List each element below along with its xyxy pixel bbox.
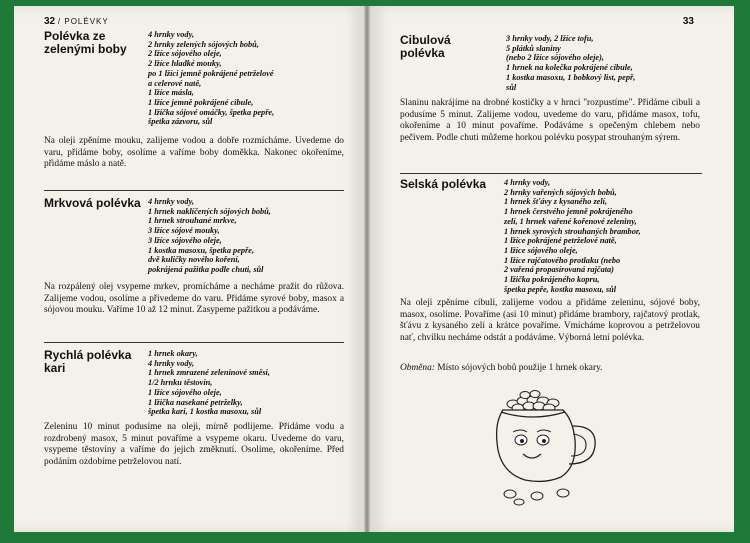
ingredient-list [504, 178, 641, 294]
left-page-header [44, 16, 109, 27]
ingredient: 2 lžíce sójového oleje, [148, 49, 222, 59]
recipe-instructions: Slaninu nakrájíme na drobné kostičky a v hrnci "rozpustíme". Přidáme cibuli a podusíme 5 minut. Zalijeme vodou, uvedeme do varu, přidáme masox, tofu, okořeníme a 10 minut povaříme. Podáváme s opečeným chlebem nebo pečivem. Podle chuti můžeme horkou polévku posypat strouhaným sýrem. [400, 98, 700, 143]
ingredient: zelí, 1 hrnek vařené kořenové zeleniny, [504, 216, 637, 226]
recipe-instructions: Na oleji zpěníme cibuli, zalijeme vodou a přidáme zeleninu, sójové boby, masox, osolíme. Povaříme (asi 10 minut) přidáme brambory, rajčatový protlak, šťávu z kysaného zelí a krátce povaříme. Vmícháme koprovou a petrželovou nať, chvilku necháme odstát a podáváme. Výborná letní polévka. [400, 298, 700, 343]
ingredient: a celerové natě, [148, 78, 202, 88]
ingredient: 1 hrnek šťávy z kysaného zelí, [504, 197, 608, 207]
divider [400, 173, 702, 174]
ingredient: 1 hrnek syrových strouhaných brambor, [504, 226, 641, 236]
ingredient: 1 kostka masoxu, 1 bobkový list, pepř, [506, 72, 636, 82]
recipe-instructions: Zeleninu 10 minut podusíme na oleji, mírně podlijeme. Přidáme vodu a rozdrobený masox, 5 minut povaříme a vsypeme okaru. Uvedeme do varu, vsypeme těstoviny a vaříme do jejich změknutí. Osolíme, okořeníme. Před podáním ozdobíme petrželovou natí. [44, 422, 344, 467]
ingredient: po 1 lžíci jemně pokrájené petrželové [148, 68, 274, 78]
ingredient: 5 plátků slaniny [506, 43, 561, 53]
ingredient: 1 lžička pokrájeného kopru, [504, 275, 600, 285]
ingredient-list [148, 30, 274, 127]
right-page-header [683, 16, 694, 27]
ingredient: 1 lžíce sójového oleje, [148, 387, 222, 397]
ingredient: 3 lžíce sójového oleje, [148, 235, 222, 245]
ingredient-list [148, 197, 271, 275]
ingredient: 2 lžíce hladké mouky, [148, 59, 222, 69]
ingredient: dvě kuličky nového koření, [148, 255, 240, 265]
divider [44, 190, 344, 191]
recipe-instructions: Na rozpálený olej vsypeme mrkev, promícháme a necháme pražit do růžova. Zalijeme vodou, osolíme a přivedeme do varu. Přidáme syrové boby, masox a sójovou mouku. Vaříme 10 až 12 minut. Zasypeme pažitkou a podáváme. [44, 282, 344, 316]
ingredient: 2 hrnky zelených sójových bobů, [148, 39, 259, 49]
ingredient: 4 hrnky vody, [148, 30, 195, 39]
ingredient: 1 lžíce jemně pokrájené cibule, [148, 97, 254, 107]
ingredient: 1 hrnek zmrazené zeleninové směsi, [148, 368, 270, 378]
ingredient-list [148, 349, 270, 417]
ingredient: 4 hrnky vody, [504, 178, 551, 187]
ingredient: špetka zázvoru, sůl [148, 117, 213, 127]
ingredient: 4 hrnky vody, [148, 197, 195, 206]
divider [44, 342, 344, 343]
ingredient: 2 hrnky vařených sójových bobů, [504, 187, 617, 197]
ingredient: (nebo 2 lžíce sójového oleje), [506, 53, 604, 63]
ingredient: 3 hrnky vody, 2 lžíce tofu, [506, 34, 594, 43]
ingredient: špetka kari, 1 kostka masoxu, sůl [148, 407, 262, 417]
left-page [14, 6, 364, 532]
note-text: Místo sójových bobů použije 1 hrnek okary. [437, 363, 603, 373]
ingredient: sůl [506, 82, 517, 92]
ingredient: 1 lžička nasekané petrželky, [148, 397, 243, 407]
recipe-title: Selská polévka [400, 177, 487, 191]
ingredient: 1 lžíce másla, [148, 88, 194, 98]
page-number: 32 [44, 16, 56, 27]
ingredient-list [506, 34, 635, 92]
ingredient: 1 lžička sójové omáčky, špetka pepře, [148, 107, 275, 117]
recipe-title: Polévka ze zelenými boby [44, 29, 127, 56]
jug-of-beans-illustration [465, 382, 615, 507]
recipe-instructions: Na oleji zpěníme mouku, zalijeme vodou a dobře rozmícháme. Uvedeme do varu, přidáme boby, osolíme a vaříme boby doměkka. Nakonec okořeníme, přidáme máslo a natě. [44, 136, 344, 170]
recipe-title: Rychlá polévka kari [44, 348, 132, 375]
ingredient: 1 hrnek na kolečka pokrájené cibule, [506, 63, 633, 73]
ingredient: pokrájená pažitka podle chuti, sůl [148, 264, 264, 274]
ingredient: 3 lžíce sójové mouky, [148, 226, 220, 236]
page-number: 33 [682, 16, 694, 27]
ingredient: 1/2 hrnku těstovin, [148, 378, 213, 388]
ingredient: 1 hrnek naklíčených sójových bobů, [148, 206, 271, 216]
ingredient: 4 hrnky vody, [148, 358, 195, 368]
right-page [370, 6, 734, 532]
section-name: / POLÉVKY [57, 17, 109, 26]
ingredient: špetka pepře, kostka masoxu, sůl [504, 284, 617, 294]
recipe-title: Mrkvová polévka [44, 196, 141, 210]
recipe-variation-note [400, 363, 700, 375]
ingredient: 1 lžíce sójového oleje, [504, 245, 578, 255]
ingredient: 1 hrnek okary, [148, 349, 198, 358]
recipe-title: Cibulová polévka [400, 33, 451, 60]
ingredient: 1 lžíce pokrájené petrželové natě, [504, 236, 617, 246]
ingredient: 1 kostka masoxu, špetka pepře, [148, 245, 255, 255]
ingredient: 1 hrnek čerstvého jemně pokrájeného [504, 207, 633, 217]
ingredient: 2 vařená propasírovaná rajčata) [504, 265, 614, 275]
ingredient: 1 hrnek strouhané mrkve, [148, 216, 237, 226]
note-label: Obměna: [400, 363, 435, 373]
ingredient: 1 lžíce rajčatového protlaku (nebo [504, 255, 621, 265]
